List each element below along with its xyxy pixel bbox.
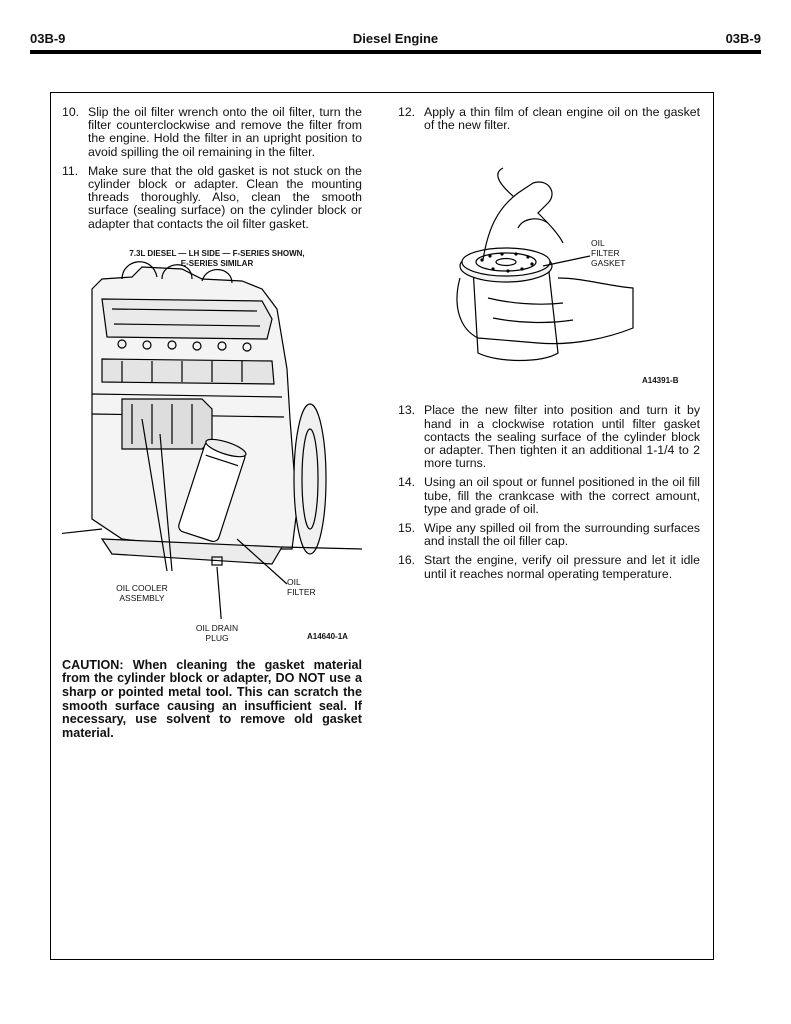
- step-text: Start the engine, verify oil pressure and let it idle until it reaches normal operating temperature.: [424, 553, 700, 581]
- step-number: 13.: [398, 403, 416, 418]
- caution-note: CAUTION: When cleaning the gasket material from the cylinder block or adapter, DO NOT use a sharp or pointed metal tool. This can scratch the smooth surface causing an insufficient seal. If necessary, use solvent to remove old gasket material.: [62, 657, 362, 740]
- step-15: [398, 522, 700, 548]
- label-oil-filter-gasket: OIL FILTER GASKET: [591, 238, 626, 269]
- step-10: [62, 106, 362, 159]
- step-text: Using an oil spout or funnel positioned in the oil fill tube, fill the crankcase with the correct amount, type and grade of oil.: [424, 475, 700, 516]
- step-number: 16.: [398, 553, 416, 568]
- step-text: Place the new filter into position and turn it by hand in a clockwise rotation until filter gasket contacts the sealing surface of the cylinder block or adapter. Then tighten it an additional 1-1/4 to 2 more turns.: [424, 403, 700, 471]
- step-12: [398, 106, 700, 132]
- step-number: 14.: [398, 475, 416, 490]
- step-text: Wipe any spilled oil from the surrounding surfaces and install the oil filler cap.: [424, 521, 700, 549]
- left-steps-list: [62, 106, 362, 231]
- header-title: Diesel Engine: [352, 31, 439, 46]
- step-14: [398, 476, 700, 516]
- left-column: [62, 106, 362, 740]
- engine-figure-footer: [62, 623, 362, 653]
- step-text: Make sure that the old gasket is not stuck on the cylinder block or adapter. Clean the mounting threads thoroughly. Also, clean the smooth surface (sealing surface) on the cylinder block or adapter that contacts the oil filter gasket.: [88, 163, 362, 231]
- step-text: Slip the oil filter wrench onto the oil filter, turn the filter counterclockwise and remove the filter from the engine. Hold the filter in an upright position to avoid spilling the oil remaining in the filter.: [88, 105, 362, 159]
- step-number: 15.: [398, 521, 416, 536]
- step-16: [398, 554, 700, 580]
- page-header: [30, 28, 761, 54]
- step-number: 12.: [398, 105, 416, 119]
- filter-figure: [398, 138, 700, 388]
- figure-id: A14391-B: [642, 376, 679, 386]
- label-oil-drain-plug: OIL DRAIN PLUG: [195, 622, 239, 643]
- figure-title: 7.3L DIESEL — LH SIDE — F-SERIES SHOWN, E-SERIES SIMILAR: [129, 248, 305, 268]
- header-section-right: 03B-9: [725, 31, 761, 46]
- right-steps-list: [398, 404, 700, 580]
- engine-figure: [62, 249, 362, 619]
- step-number: 10.: [62, 105, 80, 119]
- header-section-left: 03B-9: [30, 31, 66, 46]
- label-oil-cooler: OIL COOLER ASSEMBLY: [116, 582, 168, 603]
- step-number: 11.: [62, 163, 79, 178]
- step-13: [398, 404, 700, 470]
- filter-hand-illustration: [398, 138, 700, 388]
- right-column: [398, 106, 700, 587]
- engine-illustration: [62, 249, 362, 619]
- step-11: [62, 165, 362, 231]
- figure-id: A14640-1A: [307, 631, 348, 641]
- step-text: Apply a thin film of clean engine oil on the gasket of the new filter.: [424, 105, 700, 133]
- label-oil-filter: OIL FILTER: [287, 576, 316, 597]
- right-steps-list-top: [398, 106, 700, 132]
